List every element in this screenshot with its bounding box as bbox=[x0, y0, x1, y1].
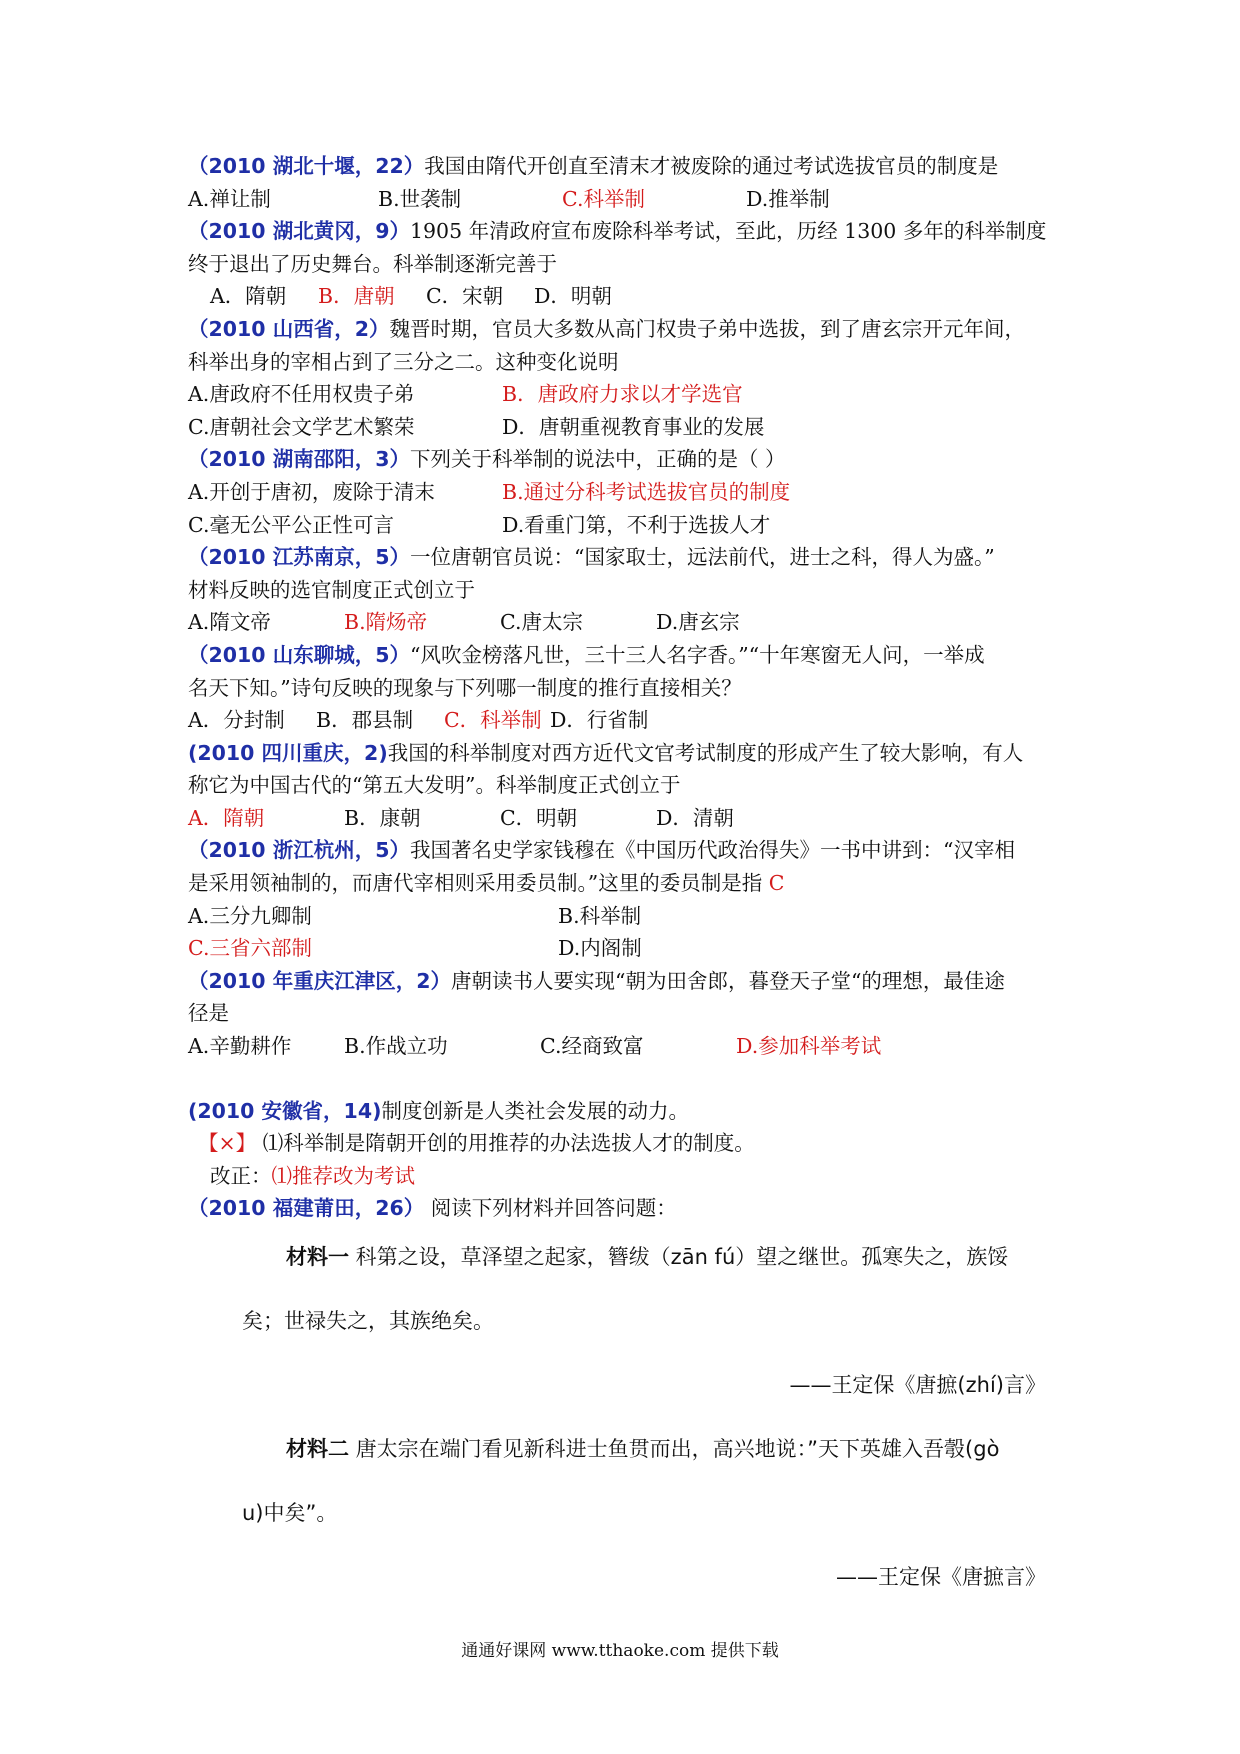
option-d: D．行省制 bbox=[550, 708, 649, 733]
question-10-statement bbox=[188, 1127, 1068, 1160]
inline-answer: C bbox=[762, 871, 785, 896]
option-d: D．明朝 bbox=[534, 284, 612, 309]
option-b-answer: B.通过分科考试选拔官员的制度 bbox=[502, 479, 791, 504]
option-d: D.唐玄宗 bbox=[656, 610, 740, 635]
page-footer: 通通好课网 www.tthaoke.com 提供下载 bbox=[461, 1641, 779, 1661]
question-7-stem-cont: 称它为中国古代的“第五大发明”。科举制度正式创立于 bbox=[188, 773, 681, 798]
question-text: 1905 年清政府宣布废除科举考试，至此，历经 1300 多年的科举制度 bbox=[409, 219, 1047, 244]
question-9-options bbox=[188, 1030, 1068, 1063]
option-d-answer: D.参加科举考试 bbox=[736, 1034, 882, 1059]
question-source: （2010 山西省，2） bbox=[188, 316, 390, 341]
option-d: D．唐朝重视教育事业的发展 bbox=[502, 414, 765, 439]
question-source: （2010 浙江杭州，5） bbox=[188, 838, 410, 863]
question-8-stem bbox=[188, 834, 1068, 867]
question-2-stem bbox=[188, 215, 1068, 248]
option-b: B．康朝 bbox=[344, 805, 421, 830]
material-block bbox=[188, 1225, 1068, 1609]
option-a: A.唐政府不任用权贵子弟 bbox=[188, 382, 415, 407]
question-text: 我国著名史学家钱穆在《中国历代政治得失》一书中讲到：“汉宰相 bbox=[409, 838, 1015, 863]
question-8-stem-cont bbox=[188, 867, 1068, 900]
statement-text: ⑴科举制是隋朝开创的用推荐的办法选拔人才的制度。 bbox=[256, 1131, 755, 1156]
question-11-stem bbox=[188, 1192, 1068, 1225]
question-source: （2010 江苏南京，5） bbox=[188, 545, 410, 570]
question-2-options bbox=[188, 280, 1068, 313]
material-2-label: 材料二 bbox=[286, 1437, 349, 1461]
question-4-stem bbox=[188, 443, 1068, 476]
material-2-text: 唐太宗在端门看见新科进士鱼贯而出，高兴地说：”天下英雄入吾彀(gò bbox=[349, 1437, 1000, 1461]
option-c-answer: C.三省六部制 bbox=[188, 936, 312, 961]
option-d: D.推举制 bbox=[746, 186, 830, 211]
question-text: 下列关于科举制的说法中，正确的是（ ） bbox=[409, 447, 786, 472]
material-1-label: 材料一 bbox=[286, 1245, 349, 1269]
option-a: A.开创于唐初，废除于清末 bbox=[188, 479, 435, 504]
option-b-answer: B.隋炀帝 bbox=[344, 610, 428, 635]
option-b-answer: B．唐朝 bbox=[318, 284, 395, 309]
question-6-stem bbox=[188, 639, 1068, 672]
option-c: C.唐朝社会文学艺术繁荣 bbox=[188, 414, 415, 439]
question-text: “风吹金榜落凡世，三十三人名字香。”“十年寒窗无人问，一举成 bbox=[409, 642, 985, 667]
question-5-stem-cont: 材料反映的选官制度正式创立于 bbox=[188, 577, 475, 602]
question-7-options bbox=[188, 802, 1068, 835]
wrong-mark: 【×】 bbox=[198, 1131, 257, 1156]
question-source: （2010 年重庆江津区，2） bbox=[188, 968, 451, 993]
option-b: B.世袭制 bbox=[378, 186, 462, 211]
option-c: C.唐太宗 bbox=[500, 610, 583, 635]
question-1-stem bbox=[188, 150, 1068, 183]
question-3-options-ab bbox=[188, 378, 1068, 411]
question-3-stem bbox=[188, 313, 1068, 346]
option-a-answer: A．隋朝 bbox=[188, 805, 265, 830]
question-text: 制度创新是人类社会发展的动力。 bbox=[381, 1098, 689, 1123]
option-b: B.作战立功 bbox=[344, 1034, 448, 1059]
question-text: 我国的科举制度对西方近代文官考试制度的形成产生了较大影响，有人 bbox=[387, 740, 1024, 765]
question-4-options-cd bbox=[188, 509, 1068, 542]
material-1-text: 科第之设，草泽望之起家，簪绂（zān fú）望之继世。孤寒失之，族馁 bbox=[349, 1245, 1009, 1269]
option-b: B.科举制 bbox=[558, 903, 642, 928]
spacer bbox=[188, 1063, 1068, 1095]
question-3-options-cd bbox=[188, 411, 1068, 444]
question-text: 魏晋时期，官员大多数从高门权贵子弟中选拔，到了唐玄宗开元年间， bbox=[389, 316, 1025, 341]
question-1-options bbox=[188, 183, 1068, 216]
question-9-stem bbox=[188, 965, 1068, 998]
option-c: C.毫无公平公正性可言 bbox=[188, 512, 394, 537]
option-c: C．宋朝 bbox=[426, 284, 504, 309]
option-d: D.看重门第，不利于选拔人才 bbox=[502, 512, 771, 537]
question-8-options-cd bbox=[188, 932, 1068, 965]
question-text: 我国由隋代开创直至清末才被废除的通过考试选拔官员的制度是 bbox=[424, 154, 999, 178]
option-c-answer: C.科举制 bbox=[562, 186, 645, 211]
question-5-options bbox=[188, 606, 1068, 639]
question-source: (2010 安徽省，14) bbox=[188, 1098, 382, 1123]
question-source: （2010 湖北黄冈，9） bbox=[188, 219, 410, 244]
correction-text: ⑴推荐改为考试 bbox=[271, 1163, 415, 1188]
material-1-citation: ——王定保《唐摭(zhí)言》 bbox=[789, 1373, 1046, 1397]
option-a: A．分封制 bbox=[188, 708, 285, 733]
question-source: （2010 福建莆田，26） bbox=[188, 1196, 425, 1221]
question-10-stem bbox=[188, 1095, 1068, 1128]
question-source: （2010 湖南邵阳，3） bbox=[188, 447, 410, 472]
question-6-stem-cont: 名天下知。”诗句反映的现象与下列哪一制度的推行直接相关？ bbox=[188, 675, 742, 700]
question-source: (2010 四川重庆，2) bbox=[188, 740, 388, 765]
option-a: A.三分九卿制 bbox=[188, 903, 312, 928]
question-10-correction bbox=[188, 1160, 1068, 1193]
material-1-line-1 bbox=[188, 1225, 1068, 1289]
material-2-line-1 bbox=[188, 1417, 1068, 1481]
question-source: （2010 湖北十堰，22） bbox=[188, 154, 425, 178]
question-8-options-ab bbox=[188, 900, 1068, 933]
question-text: 唐朝读书人要实现“朝为田舍郎，暮登天子堂“的理想，最佳途 bbox=[450, 968, 1005, 993]
option-a: A.禅让制 bbox=[188, 186, 271, 211]
question-3-stem-cont: 科举出身的宰相占到了三分之二。这种变化说明 bbox=[188, 349, 619, 374]
question-2-stem-cont: 终于退出了历史舞台。科举制逐渐完善于 bbox=[188, 251, 557, 276]
correction-label: 改正： bbox=[210, 1163, 272, 1188]
question-text: 是采用领袖制的，而唐代宰相则采用委员制。”这里的委员制是指 bbox=[188, 871, 763, 896]
option-d: D．清朝 bbox=[656, 805, 734, 830]
option-a: A．隋朝 bbox=[210, 284, 287, 309]
option-b: B．郡县制 bbox=[316, 708, 414, 733]
material-2-citation: ——王定保《唐摭言》 bbox=[836, 1565, 1046, 1589]
question-text: 一位唐朝官员说：“国家取士，远法前代，进士之科，得人为盛。” bbox=[409, 545, 995, 570]
document-content bbox=[188, 150, 1068, 1609]
question-9-stem-cont: 径是 bbox=[188, 1001, 229, 1026]
question-source: （2010 山东聊城，5） bbox=[188, 642, 410, 667]
material-1-line-2: 矣；世禄失之，其族绝矣。 bbox=[242, 1309, 494, 1333]
option-a: A.辛勤耕作 bbox=[188, 1034, 292, 1059]
material-2-line-2: u)中矣”。 bbox=[242, 1501, 338, 1525]
question-text: 阅读下列材料并回答问题： bbox=[424, 1196, 677, 1221]
option-c: C.经商致富 bbox=[540, 1034, 644, 1059]
question-4-options-ab bbox=[188, 476, 1068, 509]
option-d: D.内阁制 bbox=[558, 936, 642, 961]
option-c-answer: C．科举制 bbox=[444, 708, 542, 733]
question-7-stem bbox=[188, 737, 1068, 770]
question-6-options bbox=[188, 704, 1068, 737]
option-c: C．明朝 bbox=[500, 805, 578, 830]
option-a: A.隋文帝 bbox=[188, 610, 271, 635]
option-b-answer: B．唐政府力求以才学选官 bbox=[502, 382, 743, 407]
question-5-stem bbox=[188, 541, 1068, 574]
